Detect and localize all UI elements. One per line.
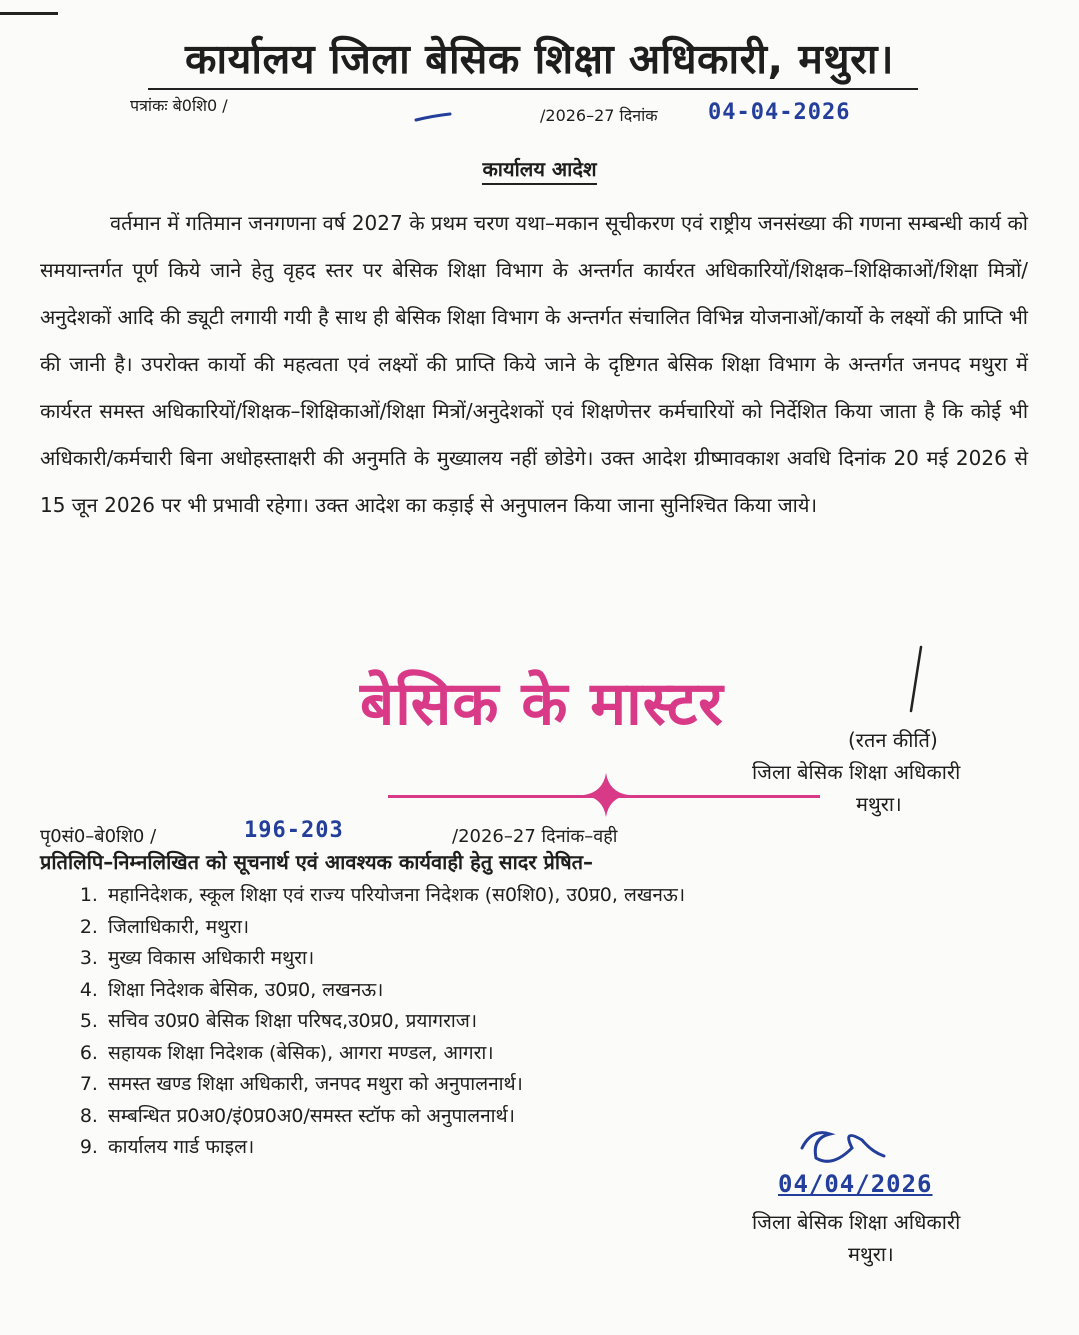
title-underline	[148, 88, 918, 90]
year-date-label: /2026–27 दिनांक	[540, 106, 658, 125]
margin-dash	[0, 12, 58, 15]
recipient-list	[66, 880, 685, 1164]
watermark-text: बेसिक के मास्टर	[360, 669, 724, 739]
signatory-name: (रतन कीर्ति)	[848, 728, 938, 752]
signatory-designation-2: जिला बेसिक शिक्षा अधिकारी	[752, 1210, 961, 1234]
list-item: 2. जिलाधिकारी, मथुरा।	[104, 912, 685, 944]
list-item: 8. सम्बन्धित प्र0अ0/इं0प्र0अ0/समस्त स्टॉफ को अनुपालनार्थ।	[104, 1101, 685, 1133]
list-item: 7. समस्त खण्ड शिक्षा अधिकारी, जनपद मथुरा को अनुपालनार्थ।	[104, 1069, 685, 1101]
handwritten-signature	[772, 1118, 892, 1178]
list-item: 1. महानिदेशक, स्कूल शिक्षा एवं राज्य परियोजना निदेशक (स0शि0), उ0प्र0, लखनऊ।	[104, 880, 685, 912]
signatory-place-2: मथुरा।	[848, 1242, 894, 1266]
ink-dash-mark	[414, 110, 454, 124]
copy-heading: प्रतिलिपि–निम्नलिखित को सूचनार्थ एवं आवश्यक कार्यवाही हेतु सादर प्रेषित–	[40, 850, 594, 874]
signature-stroke	[905, 645, 925, 715]
order-title: कार्यालय आदेश	[0, 155, 1079, 182]
signatory-designation: जिला बेसिक शिक्षा अधिकारी	[752, 760, 961, 784]
endorsement-date-label: /2026–27 दिनांक–वही	[452, 826, 618, 847]
letter-number-label: पत्रांकः बे0शि0 /	[130, 96, 228, 115]
list-item: 3. मुख्य विकास अधिकारी मथुरा।	[104, 943, 685, 975]
signatory-place: मथुरा।	[856, 792, 902, 816]
sparkle-icon	[584, 773, 628, 817]
list-item: 9. कार्यालय गार्ड फाइल।	[104, 1132, 685, 1164]
endorsement-handwritten-ref: 196-203	[244, 818, 344, 843]
order-body: वर्तमान में गतिमान जनगणना वर्ष 2027 के प्रथम चरण यथा–मकान सूचीकरण एवं राष्ट्रीय जनसंख्या की गणना सम्बन्धी कार्य को समयान्तर्गत पूर्ण किये जाने हेतु वृहद स्तर पर बेसिक शिक्षा विभाग के अन्तर्गत कार्यरत अधिकारियों/शिक्षक–शिक्षिकाओं/शिक्षा मित्रों/अनुदेशकों आदि की ड्यूटी लगायी गयी है साथ ही बेसिक शिक्षा विभाग के अन्तर्गत संचालित विभिन्न योजनाओं/कार्यो के लक्ष्यों की प्राप्ति भी की जानी है। उपरोक्त कार्यो की महत्वता एवं लक्ष्यों की प्राप्ति किये जाने के दृष्टिगत बेसिक शिक्षा विभाग के अन्तर्गत जनपद मथुरा में कार्यरत समस्त अधिकारियों/शिक्षक–शिक्षिकाओं/शिक्षा मित्रों/अनुदेशकों एवं शिक्षणेत्तर कर्मचारियों को निर्देशित किया जाता है कि कोई भी अधिकारी/कर्मचारी बिना अधोहस्ताक्षरी की अनुमति के मुख्यालय नहीं छोडेगे। उक्त आदेश ग्रीष्मावकाश अवधि दिनांक 20 मई 2026 से 15 जून 2026 पर भी प्रभावी रहेगा। उक्त आदेश का कड़ाई से अनुपालन किया जाना सुनिश्चित किया जाये।	[40, 211, 1028, 517]
office-title: कार्यालय जिला बेसिक शिक्षा अधिकारी, मथुरा।	[184, 35, 895, 83]
list-item: 6. सहायक शिक्षा निदेशक (बेसिक), आगरा मण्डल, आगरा।	[104, 1038, 685, 1070]
list-item: 5. सचिव उ0प्र0 बेसिक शिक्षा परिषद,उ0प्र0, प्रयागराज।	[104, 1006, 685, 1038]
signature-date: 04/04/2026	[778, 1170, 933, 1198]
handwritten-date: 04-04-2026	[708, 100, 851, 125]
endorsement-ref-label: पृ0सं0–बे0शि0 /	[40, 826, 157, 847]
list-item: 4. शिक्षा निदेशक बेसिक, उ0प्र0, लखनऊ।	[104, 975, 685, 1007]
